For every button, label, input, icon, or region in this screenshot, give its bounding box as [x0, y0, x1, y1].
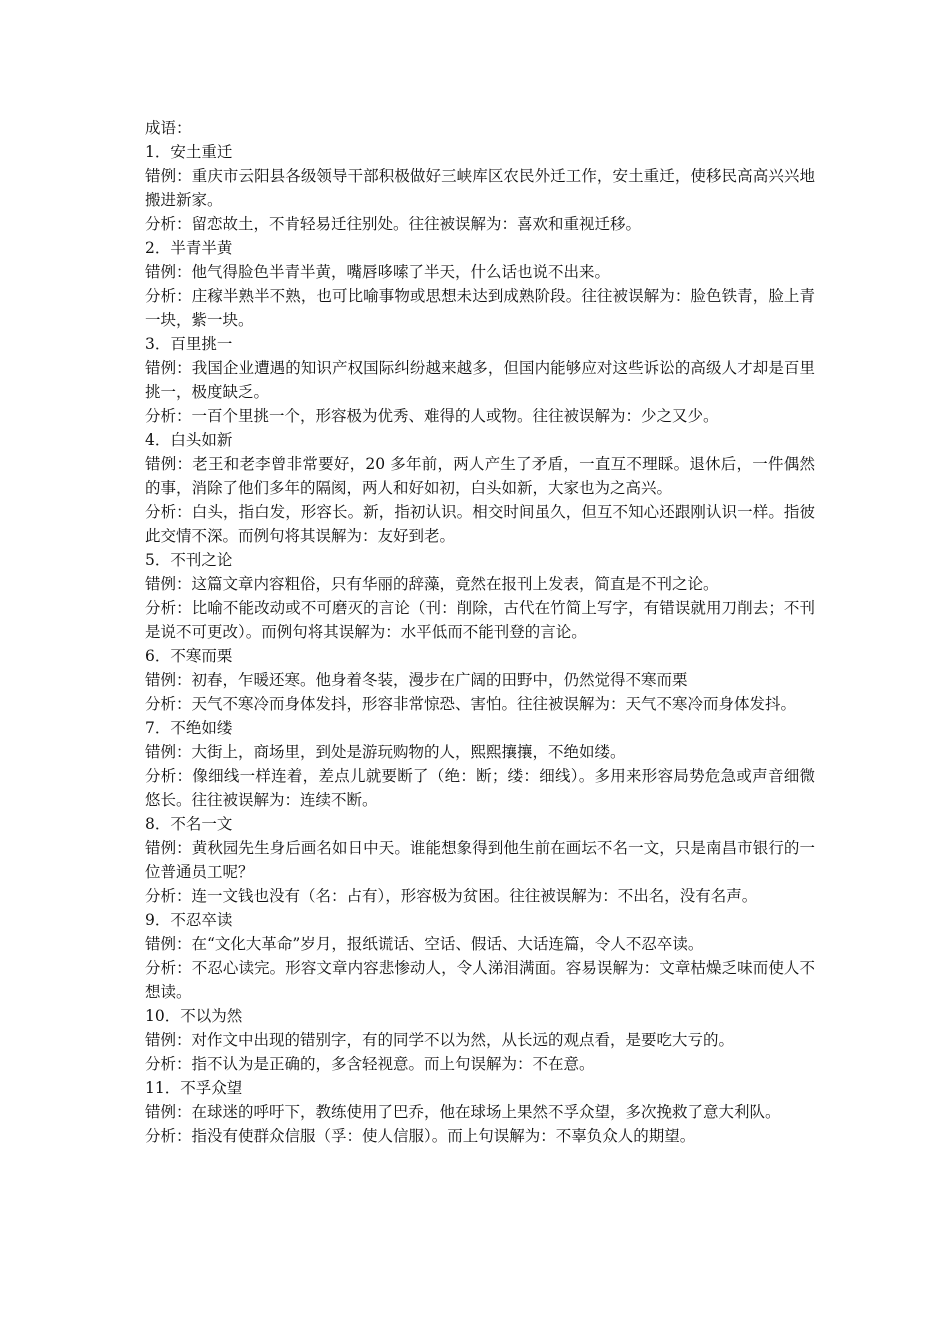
analysis: 分析：庄稼半熟半不熟，也可比喻事物或思想未达到成熟阶段。往往被误解为：脸色铁青，脸上青一块，紫一块。: [145, 287, 815, 329]
idiom-entry: [145, 908, 815, 1004]
analysis: 分析：天气不寒冷而身体发抖，形容非常惊恐、害怕。往往被误解为：天气不寒冷而身体发抖。: [145, 695, 797, 713]
analysis: 分析：不忍心读完。形容文章内容悲惨动人，令人涕泪满面。容易误解为：文章枯燥乏味而使人不想读。: [145, 959, 815, 1001]
analysis: 分析：白头，指白发，形容长。新，指初认识。相交时间虽久，但互不知心还跟刚认识一样。指彼此交情不深。而例句将其误解为：友好到老。: [145, 503, 815, 545]
analysis: 分析：留恋故土，不肯轻易迁往别处。往往被误解为：喜欢和重视迁移。: [145, 215, 642, 233]
document-body: [145, 116, 815, 1148]
wrong-example: 错例：他气得脸色半青半黄，嘴唇哆嗦了半天，什么话也说不出来。: [145, 263, 611, 281]
analysis: 分析：连一文钱也没有（名：占有），形容极为贫困。往往被误解为：不出名，没有名声。: [145, 887, 758, 905]
wrong-example: 错例：初春，乍暖还寒。他身着冬装，漫步在广阔的田野中，仍然觉得不寒而栗: [145, 671, 688, 689]
idiom-heading: 8．不名一文: [145, 815, 233, 833]
idiom-entry: [145, 1076, 815, 1148]
idiom-heading: 10．不以为然: [145, 1007, 243, 1025]
wrong-example: 错例：老王和老李曾非常要好，20 多年前，两人产生了矛盾，一直互不理睬。退休后，一件偶然的事，消除了他们多年的隔阂，两人和好如初，白头如新，大家也为之高兴。: [145, 455, 815, 497]
idiom-heading: 4．白头如新: [145, 431, 233, 449]
idiom-heading: 9．不忍卒读: [145, 911, 233, 929]
analysis: 分析：一百个里挑一个，形容极为优秀、难得的人或物。往往被误解为：少之又少。: [145, 407, 719, 425]
idiom-heading: 6．不寒而栗: [145, 647, 233, 665]
idiom-heading: 2．半青半黄: [145, 239, 233, 257]
analysis: 分析：像细线一样连着，差点儿就要断了（绝：断；缕：细线）。多用来形容局势危急或声音细微悠长。往往被误解为：连续不断。: [145, 767, 815, 809]
idiom-entry: [145, 812, 815, 908]
wrong-example: 错例：在“文化大革命”岁月，报纸谎话、空话、假话、大话连篇，令人不忍卒读。: [145, 935, 704, 953]
idiom-entry: [145, 716, 815, 812]
wrong-example: 错例：大街上，商场里，到处是游玩购物的人，熙熙攘攘，不绝如缕。: [145, 743, 626, 761]
analysis: 分析：指不认为是正确的，多含轻视意。而上句误解为：不在意。: [145, 1055, 595, 1073]
idiom-entry: [145, 236, 815, 332]
analysis: 分析：指没有使群众信服（孚：使人信服）。而上句误解为：不辜负众人的期望。: [145, 1127, 696, 1145]
idiom-entry: [145, 428, 815, 548]
idiom-heading: 7．不绝如缕: [145, 719, 233, 737]
wrong-example: 错例：这篇文章内容粗俗，只有华丽的辞藻，竟然在报刊上发表，简直是不刊之论。: [145, 575, 719, 593]
wrong-example: 错例：我国企业遭遇的知识产权国际纠纷越来越多，但国内能够应对这些诉讼的高级人才却是百里挑一，极度缺乏。: [145, 359, 815, 401]
idiom-heading: 5．不刊之论: [145, 551, 233, 569]
idiom-entry: [145, 140, 815, 236]
idiom-entry: [145, 644, 815, 716]
idiom-heading: 11．不孚众望: [145, 1079, 243, 1097]
idiom-entry: [145, 1004, 815, 1076]
idiom-heading: 1．安土重迁: [145, 143, 233, 161]
idiom-entry: [145, 548, 815, 644]
wrong-example: 错例：对作文中出现的错别字，有的同学不以为然，从长远的观点看，是要吃大亏的。: [145, 1031, 735, 1049]
idiom-entry: [145, 332, 815, 428]
wrong-example: 错例：重庆市云阳县各级领导干部积极做好三峡库区农民外迁工作，安土重迁，使移民高高兴兴地搬进新家。: [145, 167, 815, 209]
analysis: 分析：比喻不能改动或不可磨灭的言论（刊：削除，古代在竹简上写字，有错误就用刀削去；不刊是说不可更改）。而例句将其误解为：水平低而不能刊登的言论。: [145, 599, 815, 641]
idiom-heading: 3．百里挑一: [145, 335, 233, 353]
section-title: 成语：: [145, 119, 192, 137]
wrong-example: 错例：在球迷的呼吁下，教练使用了巴乔，他在球场上果然不孚众望，多次挽救了意大利队。: [145, 1103, 781, 1121]
wrong-example: 错例：黄秋园先生身后画名如日中天。谁能想象得到他生前在画坛不名一文，只是南昌市银行的一位普通员工呢？: [145, 839, 815, 881]
